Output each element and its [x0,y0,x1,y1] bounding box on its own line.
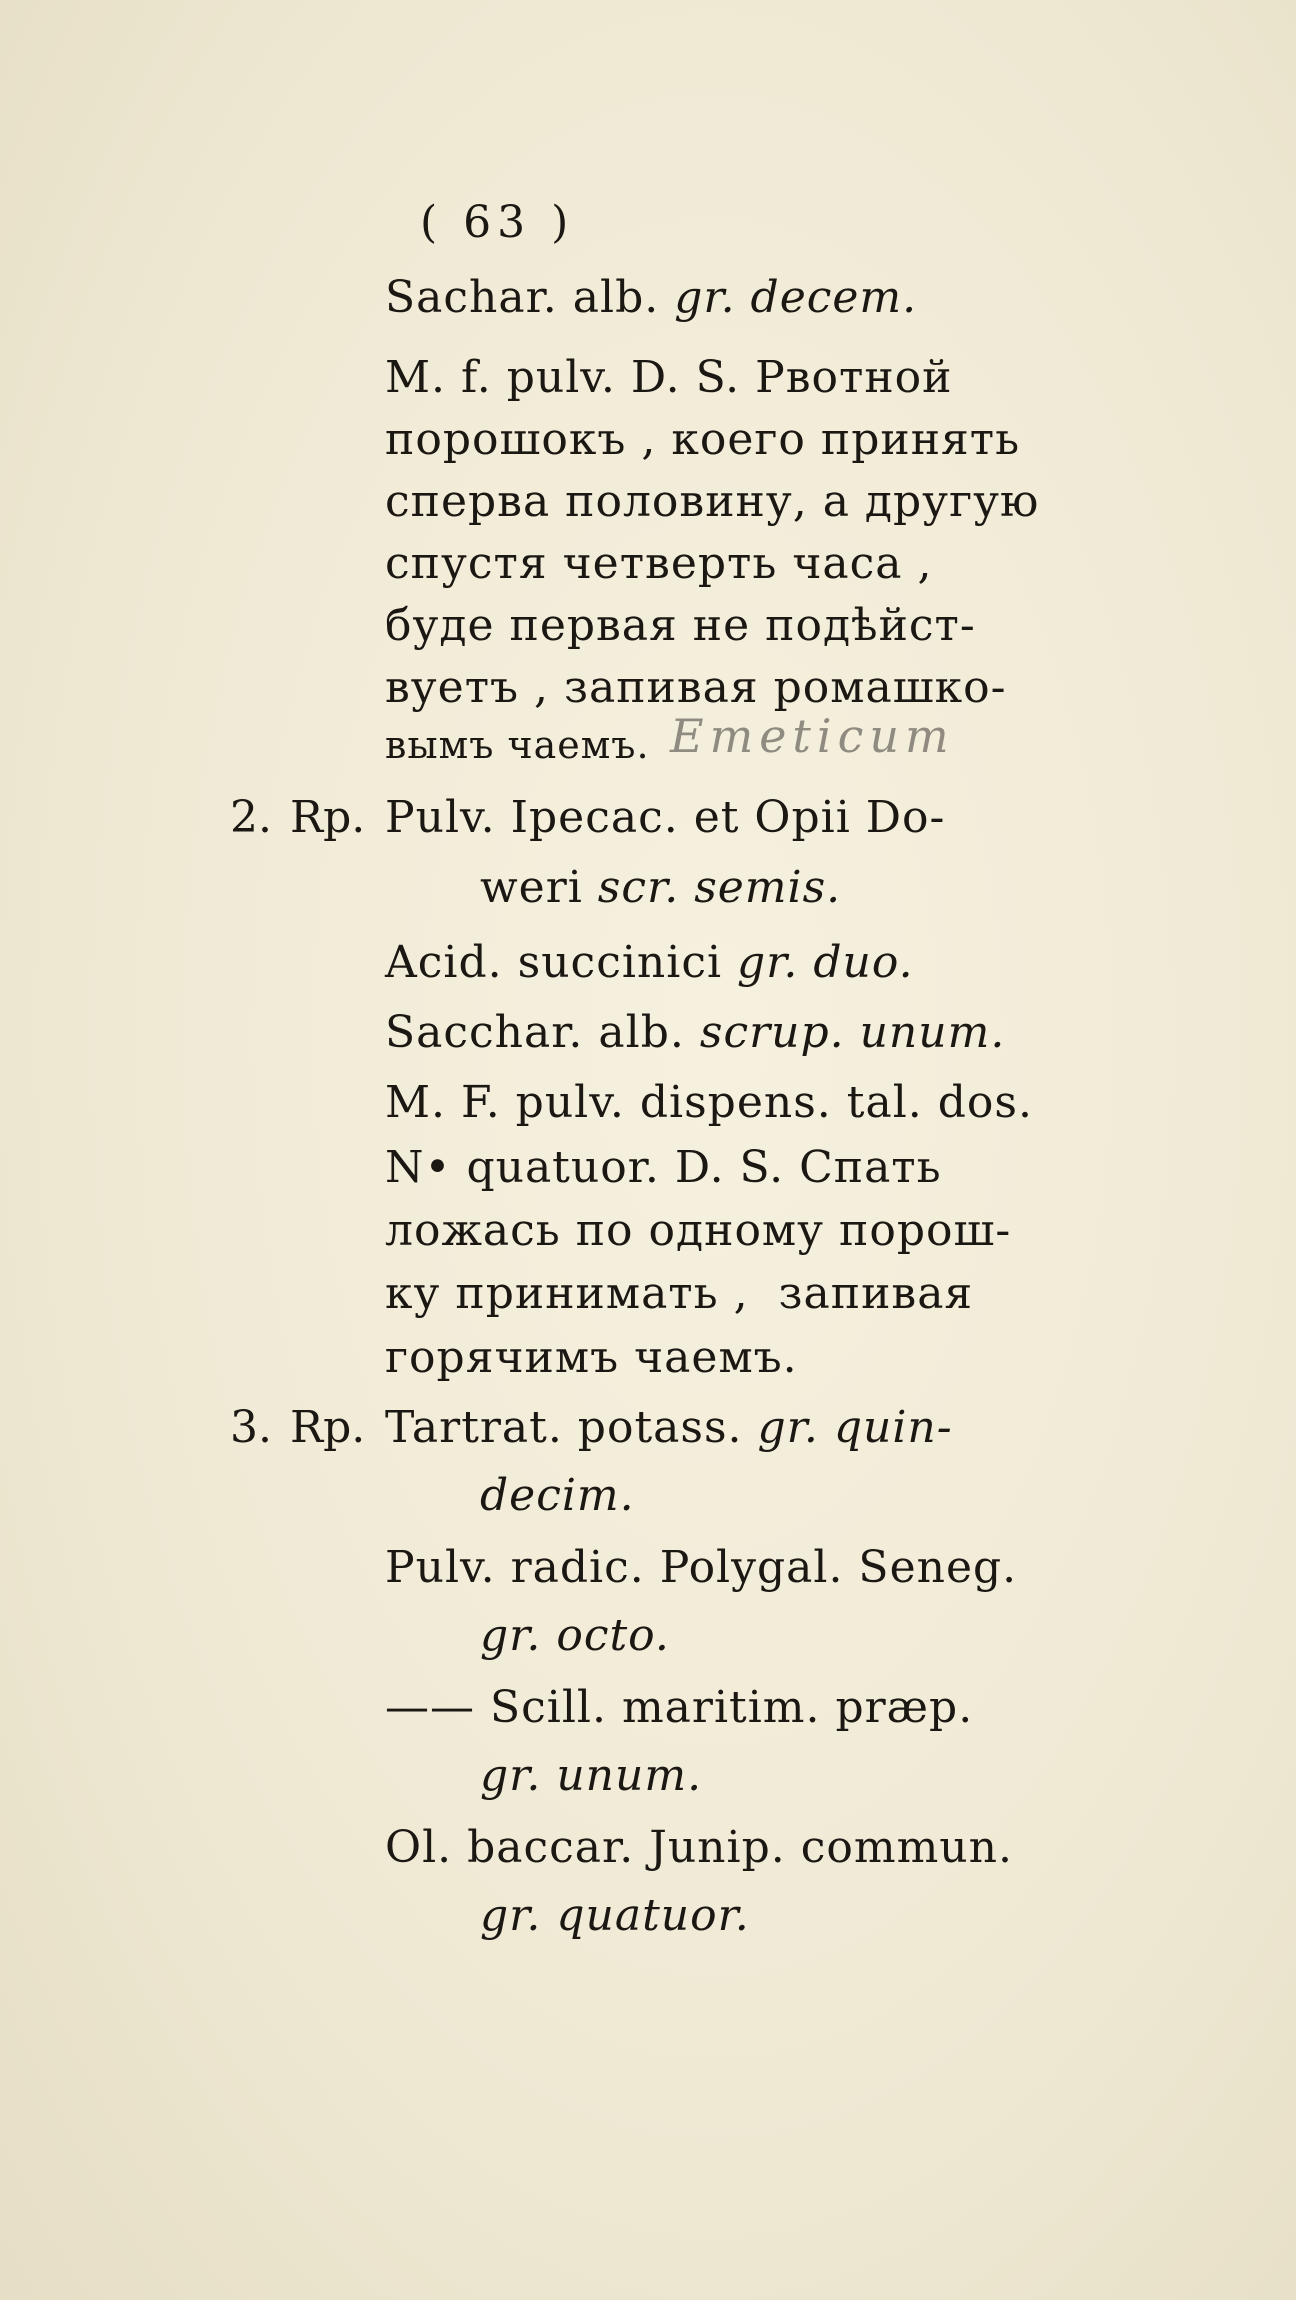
rx2-line-5: M. F. pulv. dispens. tal. dos. [385,1077,1033,1128]
rx3-line-6: gr. unum. [480,1750,703,1801]
rx2-line-7: ложась по одному порош- [385,1205,1012,1256]
rx1-line-2: M. f. pulv. D. S. Рвотной [385,352,953,403]
handwritten-annotation: Emeticum [670,709,955,763]
rx3-number: 3. [230,1402,272,1453]
rx3-line-7: Ol. baccar. Junip. commun. [385,1822,1013,1873]
rx2-line-2b: scr. semis. [597,862,842,913]
rx2-number: 2. [230,792,272,843]
rx2-line-3 [385,935,914,991]
rx2-line-9: горячимъ чаемъ. [385,1332,798,1383]
rx1-line-8: вымъ чаемъ. [385,723,650,767]
rx3-line-1a: Tartrat. potass. [385,1402,758,1453]
rx1-line-3: порошокъ , коего принять [385,414,1021,465]
page-number: ( 63 ) [420,197,575,248]
rx2-line-3a: Acid. succinici [385,937,738,988]
rx2-line-4a: Sacchar. alb. [385,1007,700,1058]
rx1-line-1a: Sachar. alb. [385,272,675,323]
rx1-line-6: буде первая не подѣйст- [385,600,976,651]
rx2-rp: Rp. [290,792,366,843]
rx3-line-4: gr. octo. [480,1610,670,1661]
rx3-line-8: gr. quatuor. [480,1890,750,1941]
rx3-line-3: Pulv. radic. Polygal. Seneg. [385,1542,1018,1593]
rx2-line-6: N• quatuor. D. S. Спать [385,1142,942,1193]
rx3-rp: Rp. [290,1402,366,1453]
rx2-line-3b: gr. duo. [737,937,914,988]
rx1-line-4: сперва половину, а другую [385,476,1040,527]
rx2-line-4 [385,1005,1005,1061]
rx2-line-2a: weri [480,862,598,913]
rx1-line-7: вуетъ , запивая ромашко- [385,662,1007,713]
rx1-line-1 [385,270,917,326]
rx3-line-2: decim. [480,1470,635,1521]
rx2-line-8: ку принимать , запивая [385,1268,974,1319]
rx2-line-1: Pulv. Ipecac. et Opii Do- [385,792,946,843]
rx3-line-1 [385,1400,953,1456]
rx1-line-5: спустя четверть часа , [385,538,933,589]
rx1-line-1b: gr. decem. [674,272,918,323]
rx2-line-2 [480,860,841,916]
rx3-line-5: —— Scill. maritim. præp. [385,1682,974,1733]
rx3-line-1b: gr. quin- [757,1402,953,1453]
rx2-line-4b: scrup. unum. [699,1007,1006,1058]
